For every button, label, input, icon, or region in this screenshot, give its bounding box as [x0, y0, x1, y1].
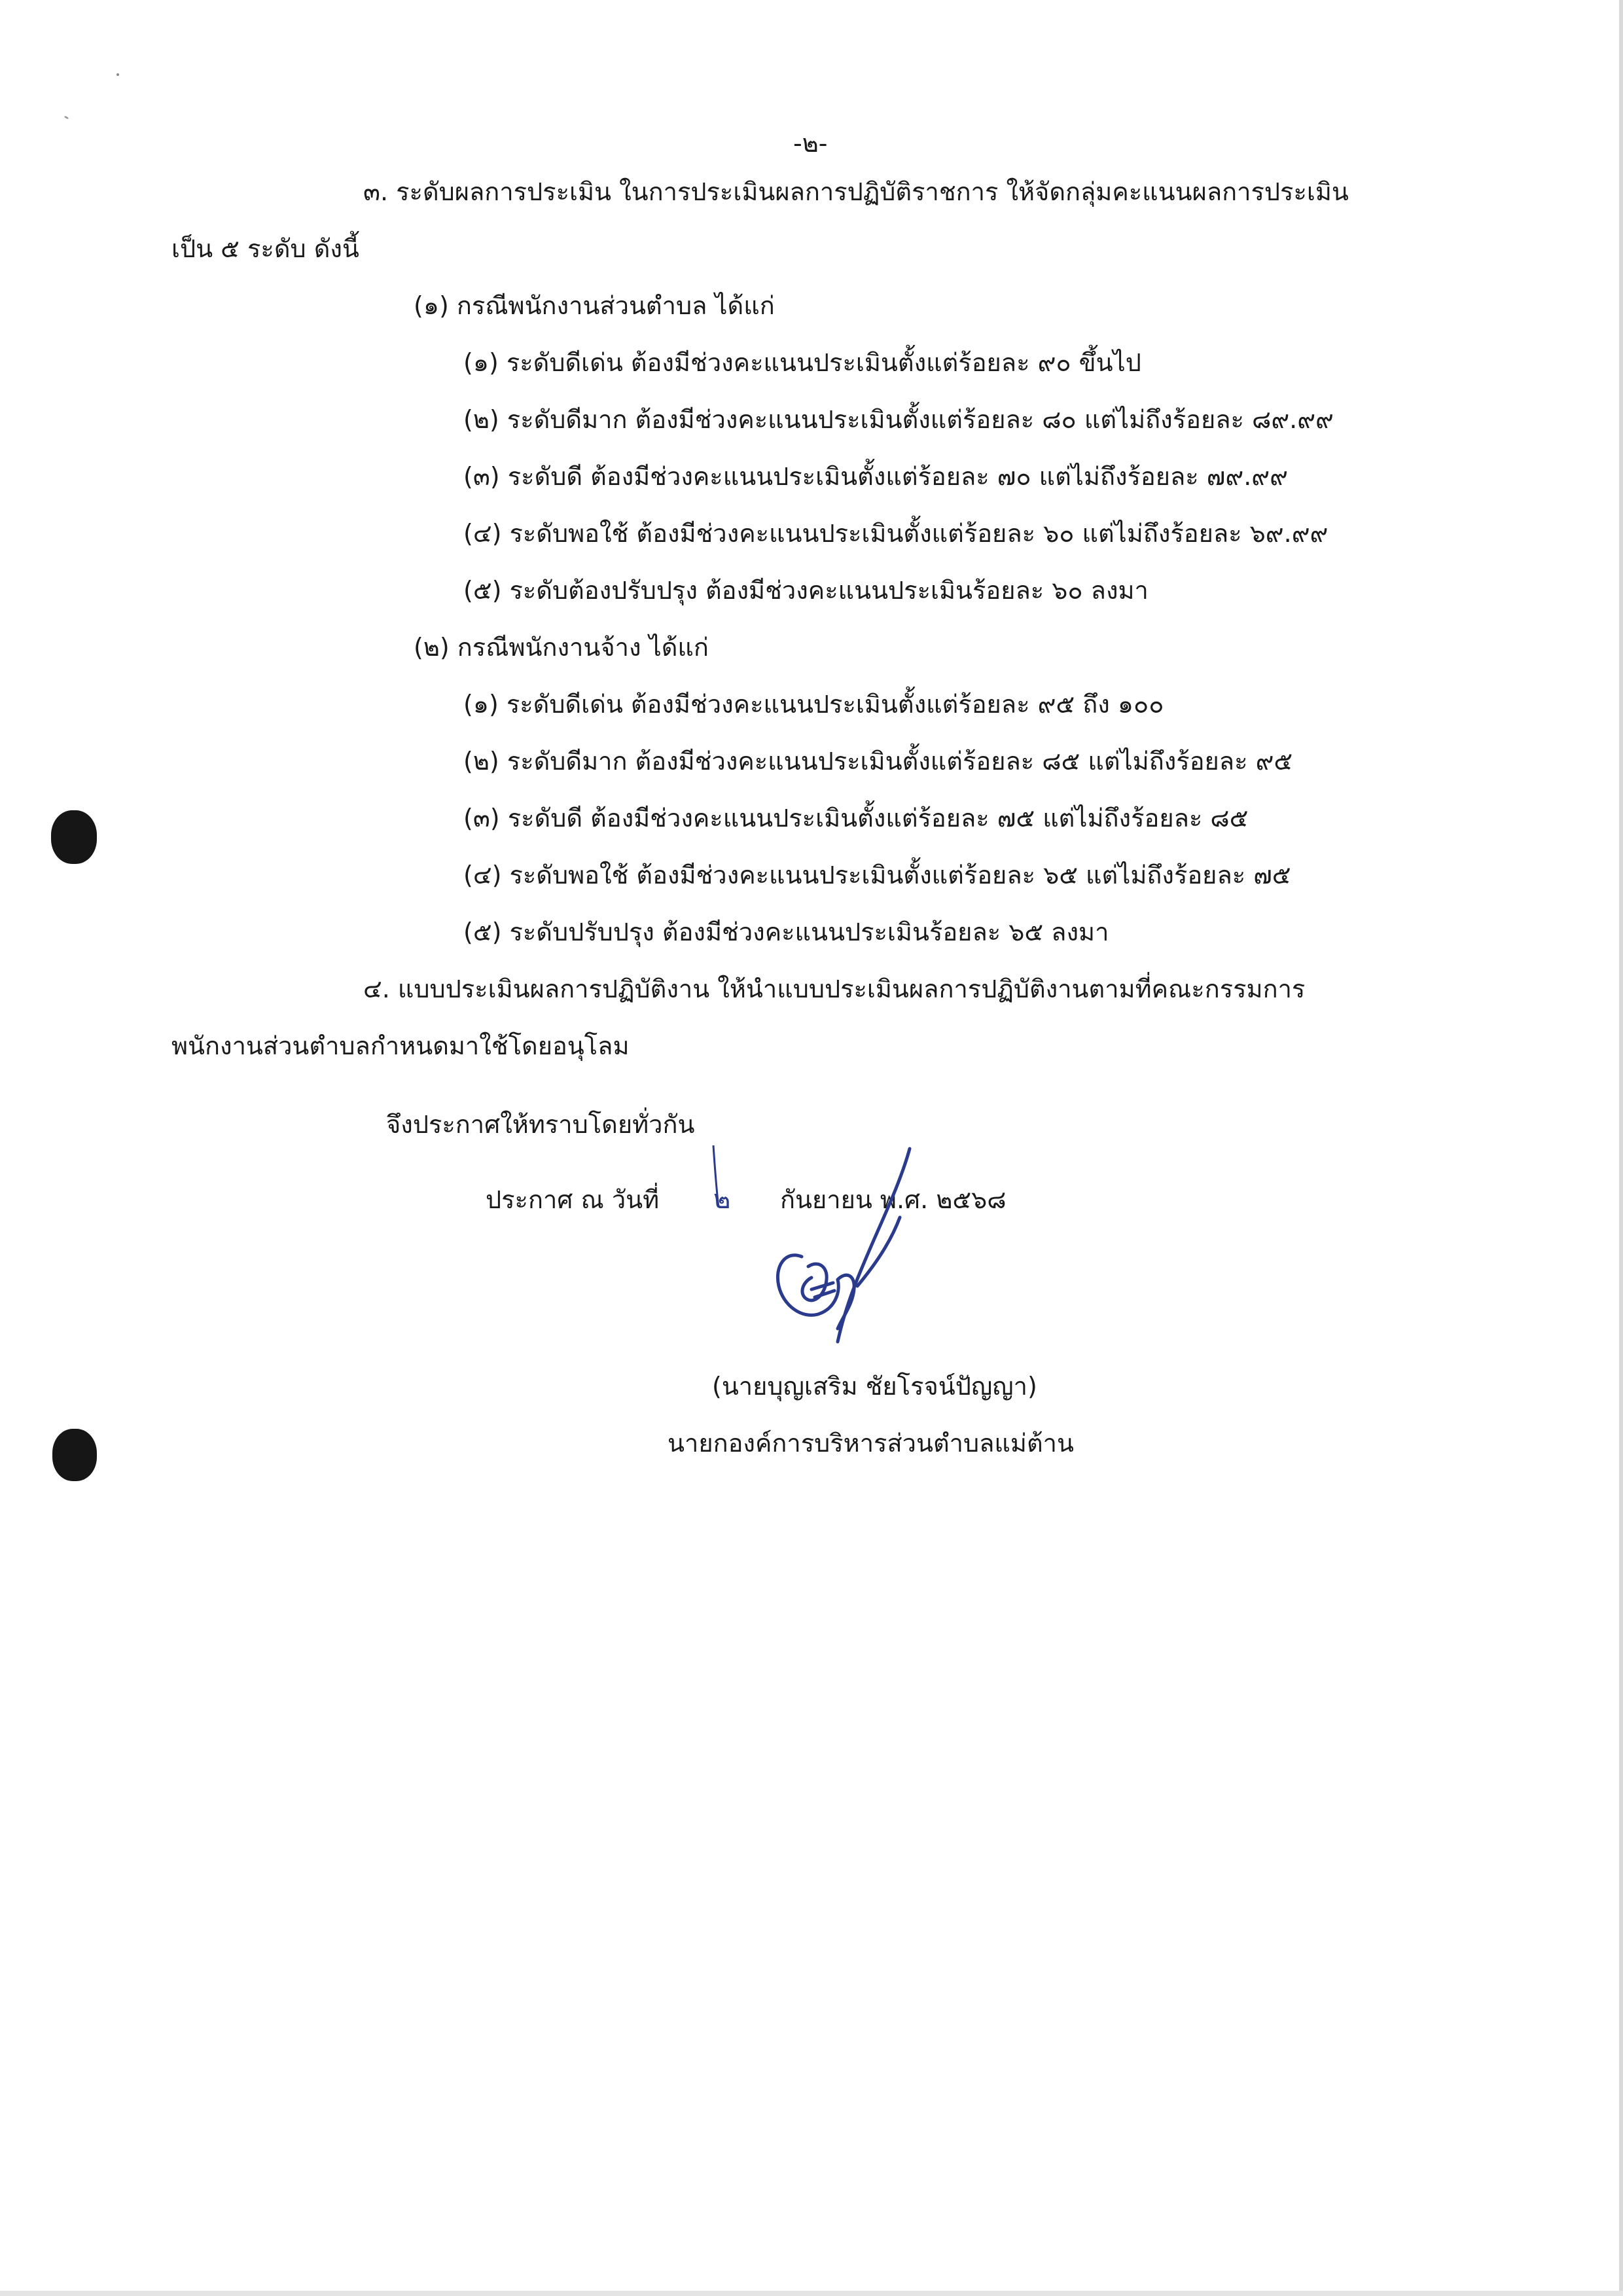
page-bottom-edge — [0, 2291, 1623, 2296]
page-number: -๒- — [793, 129, 828, 158]
signature-mark-icon — [704, 1126, 965, 1388]
punch-hole-bottom — [52, 1429, 97, 1481]
group1-title: (๑) กรณีพนักงานส่วนตำบล ได้แก่ — [414, 291, 775, 320]
group2-item: (๒) ระดับดีมาก ต้องมีช่วงคะแนนประเมินตั้งแต่ร้อยละ ๘๕ แต่ไม่ถึงร้อยละ ๙๕ — [463, 747, 1293, 776]
date-day: ๒ — [713, 1185, 731, 1215]
group2-item: (๕) ระดับปรับปรุง ต้องมีช่วงคะแนนประเมินร้อยละ ๖๕ ลงมา — [463, 918, 1109, 946]
group1-item: (๒) ระดับดีมาก ต้องมีช่วงคะแนนประเมินตั้งแต่ร้อยละ ๘๐ แต่ไม่ถึงร้อยละ ๘๙.๙๙ — [463, 405, 1334, 434]
section4-line1: ๔. แบบประเมินผลการปฏิบัติงาน ให้นำแบบประเมินผลการปฏิบัติงานตามที่คณะกรรมการ — [363, 975, 1306, 1003]
date-month-year: กันยายน พ.ศ. ๒๕๖๘ — [780, 1185, 1007, 1214]
signer-name: (นายบุญเสริม ชัยโรจน์ปัญญา) — [712, 1372, 1037, 1401]
signer-position: นายกองค์การบริหารส่วนตำบลแม่ต้าน — [668, 1429, 1074, 1458]
section4-line2: พนักงานส่วนตำบลกำหนดมาใช้โดยอนุโลม — [171, 1031, 630, 1060]
group2-title: (๒) กรณีพนักงานจ้าง ได้แก่ — [414, 633, 709, 662]
scan-speck — [64, 115, 69, 119]
punch-hole-top — [51, 810, 97, 864]
group2-item: (๔) ระดับพอใช้ ต้องมีช่วงคะแนนประเมินตั้งแต่ร้อยละ ๖๕ แต่ไม่ถึงร้อยละ ๗๕ — [463, 861, 1291, 889]
group1-item: (๑) ระดับดีเด่น ต้องมีช่วงคะแนนประเมินตั้งแต่ร้อยละ ๙๐ ขึ้นไป — [463, 348, 1141, 377]
announcement-text: จึงประกาศให้ทราบโดยทั่วกัน — [386, 1110, 695, 1139]
group1-item: (๓) ระดับดี ต้องมีช่วงคะแนนประเมินตั้งแต่ร้อยละ ๗๐ แต่ไม่ถึงร้อยละ ๗๙.๙๙ — [463, 462, 1288, 491]
section3-heading-line1: ๓. ระดับผลการประเมิน ในการประเมินผลการปฏิบัติราชการ ให้จัดกลุ่มคะแนนผลการประเมิน — [363, 177, 1349, 206]
group2-item: (๑) ระดับดีเด่น ต้องมีช่วงคะแนนประเมินตั้งแต่ร้อยละ ๙๕ ถึง ๑๐๐ — [463, 690, 1164, 719]
group2-item: (๓) ระดับดี ต้องมีช่วงคะแนนประเมินตั้งแต่ร้อยละ ๗๕ แต่ไม่ถึงร้อยละ ๘๕ — [463, 804, 1249, 833]
scan-speck — [116, 73, 119, 76]
group1-item: (๔) ระดับพอใช้ ต้องมีช่วงคะแนนประเมินตั้งแต่ร้อยละ ๖๐ แต่ไม่ถึงร้อยละ ๖๙.๙๙ — [463, 519, 1329, 548]
date-prefix: ประกาศ ณ วันที่ — [486, 1185, 660, 1214]
group1-item: (๕) ระดับต้องปรับปรุง ต้องมีช่วงคะแนนประเมินร้อยละ ๖๐ ลงมา — [463, 576, 1149, 605]
page-right-edge — [1619, 0, 1623, 2296]
section3-heading-line2: เป็น ๕ ระดับ ดังนี้ — [171, 234, 359, 263]
